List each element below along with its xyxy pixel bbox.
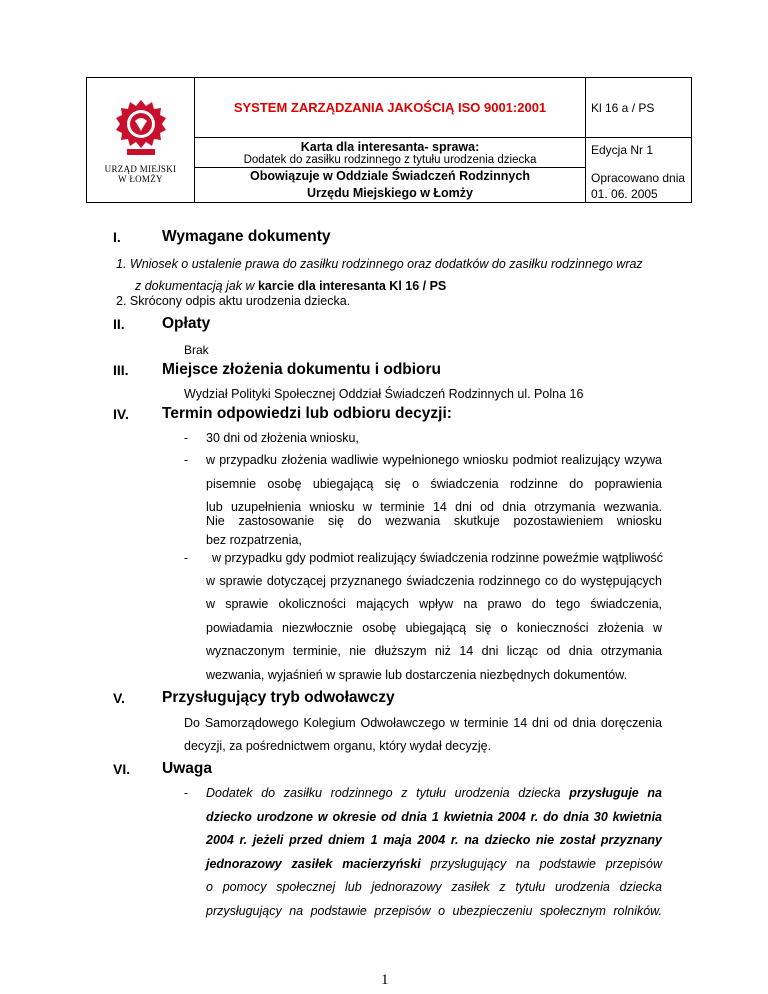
s1-item1-line1: 1. Wniosek o ustalenie prawa do zasiłku rodzinnego oraz dodatków do zasiłku rodzinnego wraz	[116, 257, 643, 271]
s4-b2-line1: w przypadku złożenia wadliwie wypełnionego wniosku podmiot realizujący wzywa	[206, 453, 662, 467]
system-title: SYSTEM ZARZĄDZANIA JAKOŚCIĄ ISO 9001:2001	[233, 99, 547, 115]
s6-line5: o pomocy społecznej lub jednorazowy zasiłek z tytułu urodzenia dziecka	[206, 880, 662, 894]
s5-line2: decyzji, za pośrednictwem organu, który wydał decyzję.	[184, 739, 492, 753]
section-6-number: VI.	[113, 761, 131, 777]
s1-item1-line2	[135, 279, 446, 293]
prepared-label: Opracowano dnia	[591, 171, 686, 185]
section-5-title: Przysługujący tryb odwoławczy	[162, 689, 395, 706]
s6-line4-b: przysługujący na podstawie przepisów	[420, 857, 662, 871]
karta-subtitle: Dodatek do zasiłku rodzinnego z tytułu urodzenia dziecka	[243, 153, 537, 166]
section-1-number: I.	[113, 229, 121, 245]
prepared-date: 01. 06. 2005	[591, 187, 658, 201]
section-6-title: Uwaga	[162, 760, 212, 777]
obowiazuje-cell	[195, 168, 586, 203]
s4-b2-line4: Nie zastosowanie się do wezwania skutkuje pozostawieniem wniosku	[206, 514, 662, 528]
s2-text: Brak	[184, 343, 209, 357]
s3-text: Wydział Polityki Społecznej Oddział Świadczeń Rodzinnych ul. Polna 16	[184, 387, 584, 401]
s1-item1-line2-a: z dokumentacją jak w	[135, 279, 258, 293]
s4-dash-2: -	[184, 453, 189, 467]
s6-line3: 2004 r. jeżeli przed dniem 1 maja 2004 r. na dziecko nie został przyznany	[206, 833, 662, 847]
obowiazuje-line1: Obowiązuje w Oddziale Świadczeń Rodzinnych	[250, 169, 530, 183]
s1-item2: 2. Skrócony odpis aktu urodzenia dziecka.	[116, 294, 351, 308]
s6-dash: -	[184, 786, 189, 800]
logo-cell	[87, 78, 195, 203]
system-title-cell	[195, 78, 586, 138]
section-5-number: V.	[113, 690, 125, 706]
s6-line6: przysługujący na podstawie przepisów o ubezpieczeniu społecznym rolników.	[206, 904, 662, 918]
s6-line2: dziecko urodzone w okresie od dnia 1 kwietnia 2004 r. do dnia 30 kwietnia	[206, 810, 662, 824]
section-4-title: Termin odpowiedzi lub odbioru decyzji:	[162, 405, 452, 422]
logo-text-line1: URZĄD MIEJSKI	[104, 163, 177, 174]
city-crest-icon	[113, 97, 169, 159]
section-3-number: III.	[113, 362, 129, 378]
s4-b3-line4: powiadamia niezwłocznie osobę ubiegającą się o konieczności złożenia w	[206, 621, 662, 635]
s5-line1: Do Samorządowego Kolegium Odwoławczego w terminie 14 dni od dnia doręczenia	[184, 716, 662, 730]
s4-b3-line2: w sprawie dotyczącej przyznanego świadczenia rodzinnego co do występujących	[206, 574, 662, 588]
s4-b2-line5: bez rozpatrzenia,	[206, 533, 302, 547]
edition: Edycja Nr 1	[591, 143, 654, 157]
document-code: Kl 16 a / PS	[591, 100, 655, 115]
s6-line4	[206, 857, 662, 871]
s4-b2-line3: lub uzupełnienia wniosku w terminie 14 dni od dnia otrzymania wezwania.	[206, 500, 662, 514]
edition-cell	[586, 138, 692, 203]
section-2-number: II.	[113, 316, 125, 332]
section-2-title: Opłaty	[162, 315, 211, 332]
s1-item1-line2-b: karcie dla interesanta Kl 16 / PS	[257, 279, 447, 293]
header-table	[86, 77, 692, 203]
s6-line1	[206, 786, 662, 800]
section-3-title: Miejsce złożenia dokumentu i odbioru	[162, 361, 442, 378]
section-1-title: Wymagane dokumenty	[162, 228, 331, 245]
page-number: 1	[381, 972, 389, 988]
s4-b2-line2: pisemnie osobę ubiegającą się o świadczenia rodzinne do poprawienia	[206, 477, 662, 491]
s4-dash-1: -	[184, 431, 189, 445]
s6-line1-b: przysługuje na	[569, 786, 662, 800]
section-4-number: IV.	[113, 406, 129, 422]
s4-bullet-1: 30 dni od złożenia wniosku,	[206, 431, 359, 445]
karta-cell	[195, 138, 586, 168]
code-cell	[586, 78, 692, 138]
s4-b3-line1: w przypadku gdy podmiot realizujący świadczenia rodzinne poweźmie wątpliwość	[212, 551, 663, 565]
s4-b3-line6: wezwania, wyjaśnień w sprawie lub dostarczenia niezbędnych dokumentów.	[206, 668, 628, 682]
karta-title: Karta dla interesanta- sprawa:	[300, 139, 480, 154]
obowiazuje-line2: Urzędu Miejskiego w Łomży	[306, 186, 473, 200]
s4-dash-3: -	[184, 551, 189, 565]
s6-line4-a: jednorazowy zasiłek macierzyński	[206, 857, 421, 871]
s4-b3-line5: wyznaczonym terminie, nie dłuższym niż 14 dni licząc od dnia otrzymania	[206, 644, 662, 658]
s4-b3-line3: w sprawie okoliczności mających wpływ na prawo do tego świadczenia,	[206, 597, 662, 611]
s6-line1-a: Dodatek do zasiłku rodzinnego z tytułu urodzenia dziecka	[206, 786, 570, 800]
logo-text-line2: W ŁOMŻY	[118, 173, 163, 184]
